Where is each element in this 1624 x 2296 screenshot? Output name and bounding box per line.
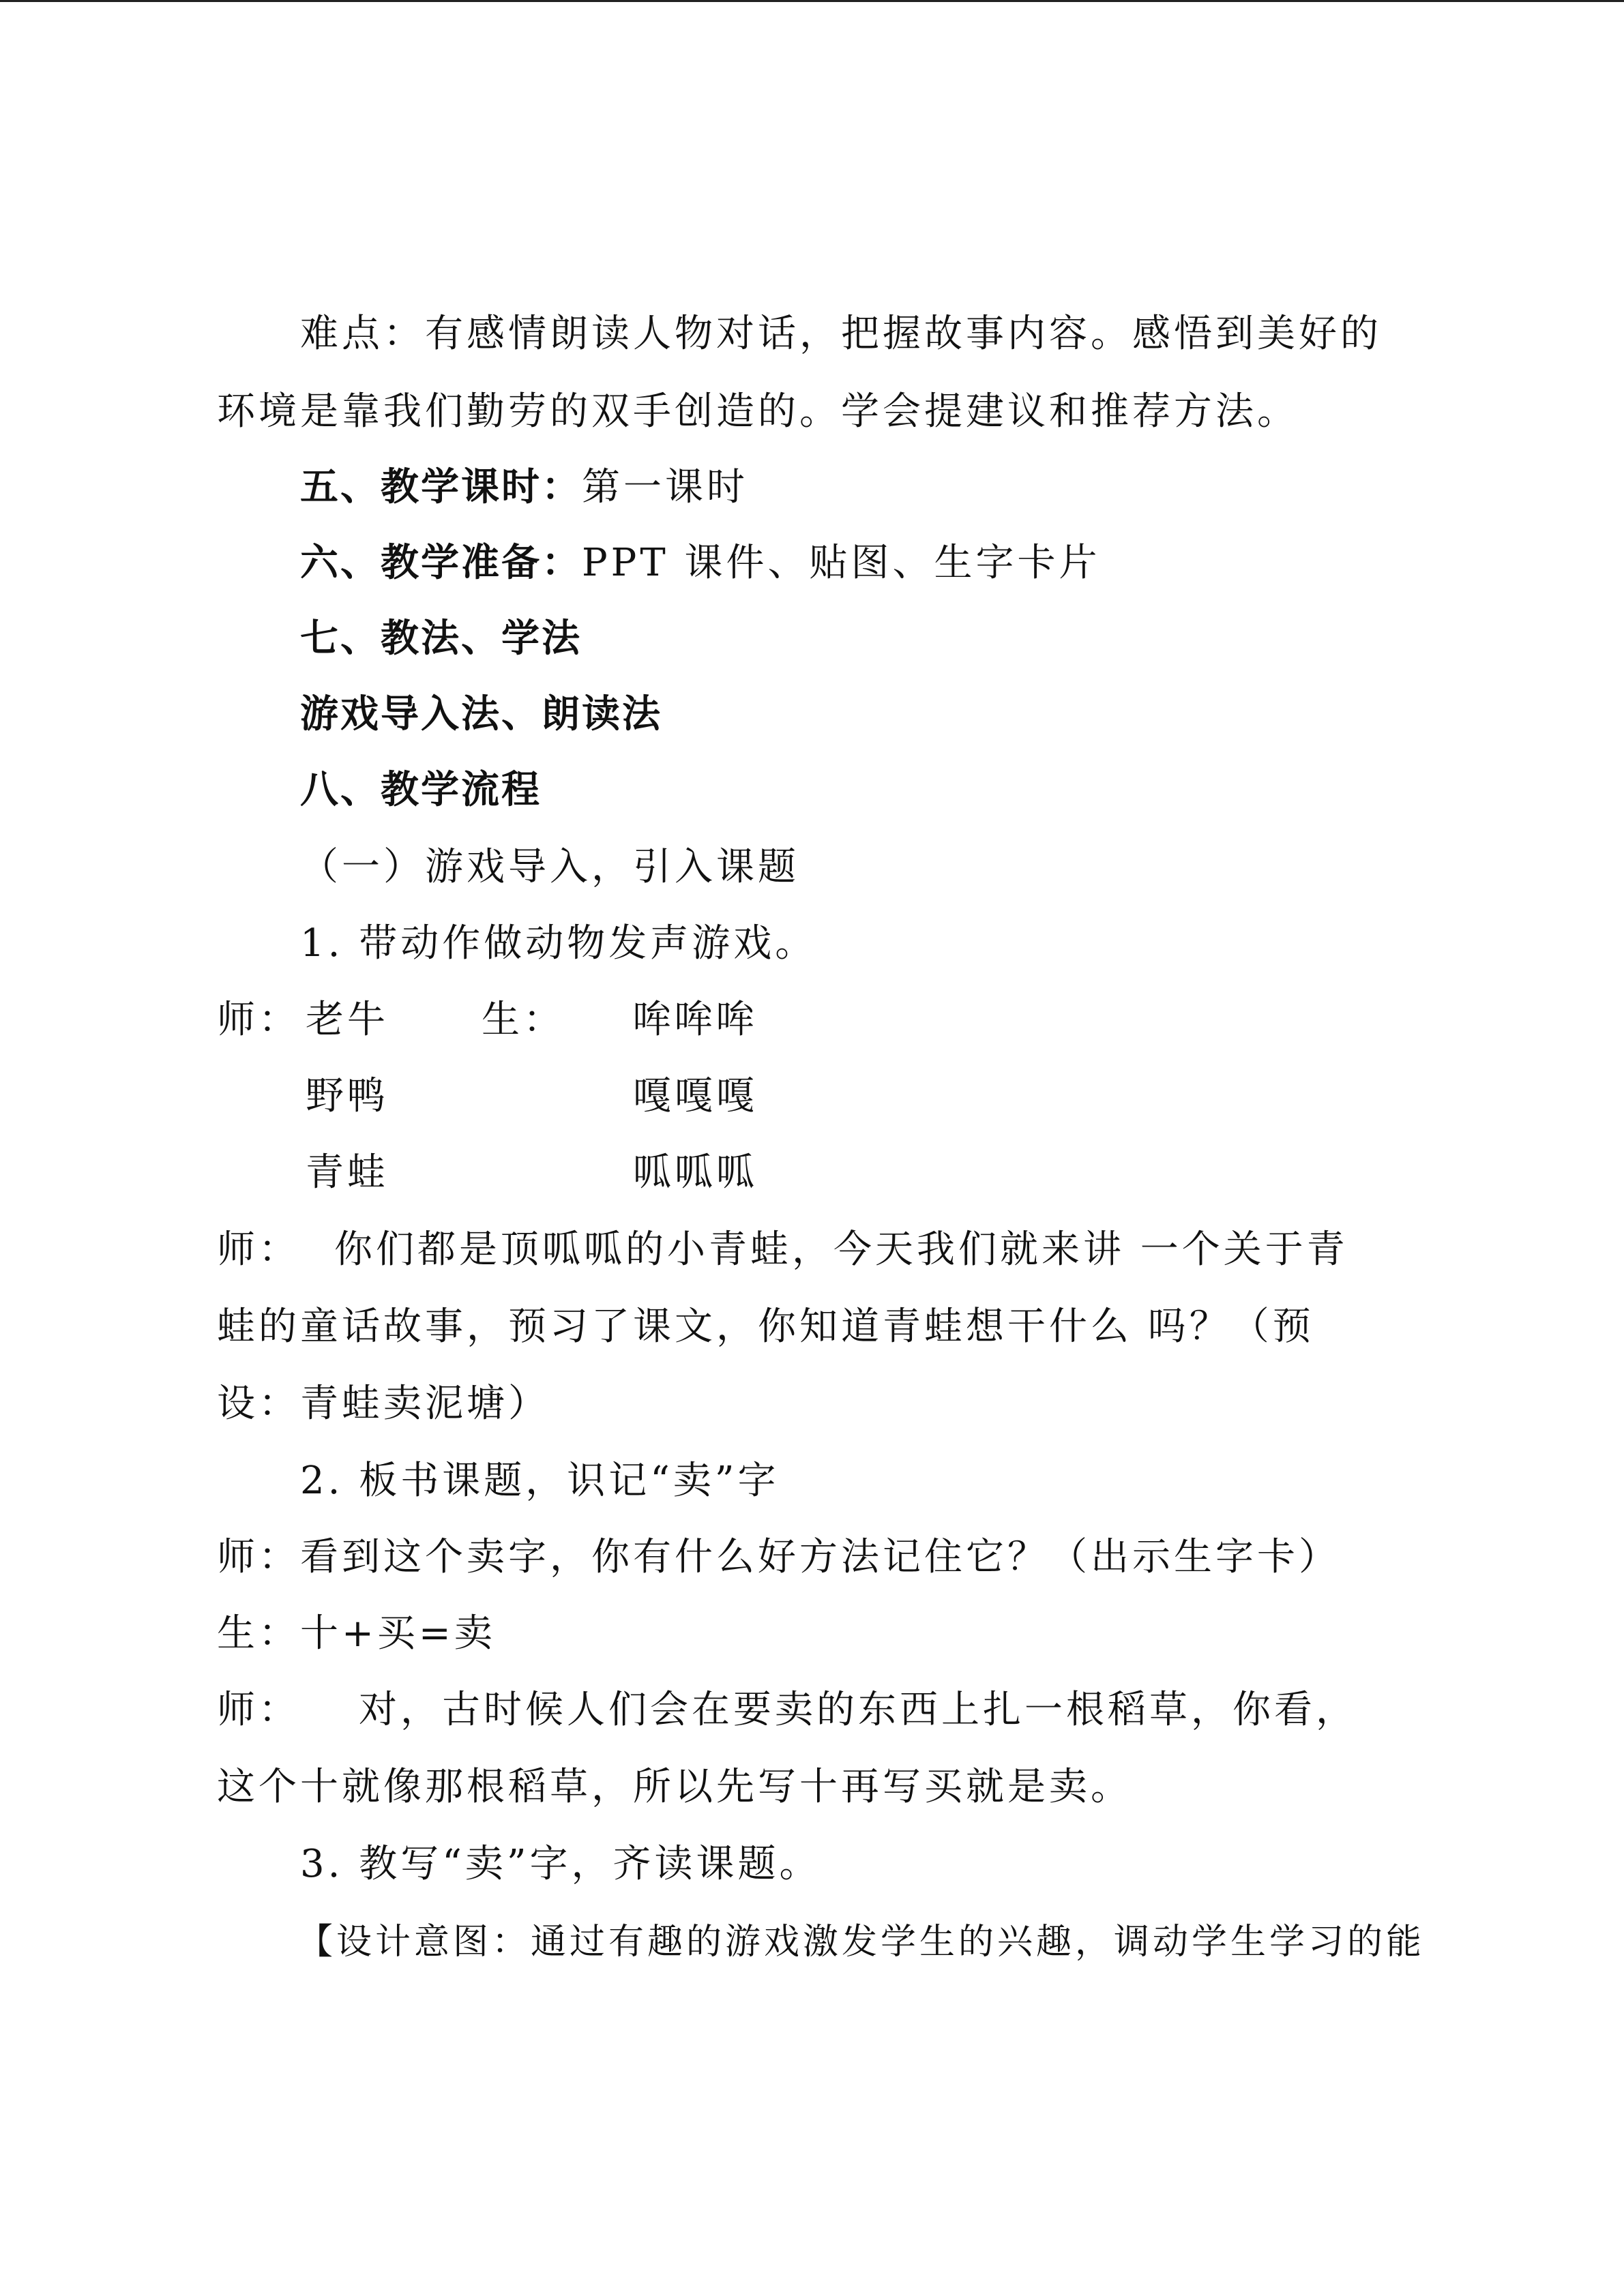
- teacher-say-1-line-3: 设：青蛙卖泥塘）: [217, 1382, 550, 1426]
- game-animal-1: 老牛: [306, 998, 389, 1042]
- step-2: 2. 板书课题，识记“卖”字: [300, 1459, 780, 1503]
- difficulty-line-1: 难点：有感情朗读人物对话，把握故事内容。感悟到美好的: [300, 312, 1382, 356]
- teacher-label-1: 师：: [217, 1227, 300, 1272]
- section-8-heading: 八、教学流程: [300, 768, 542, 812]
- section-5-line: [300, 464, 748, 511]
- teacher-say-3-line-1: 对，古时候人们会在要卖的东西上扎一根稻草，你看，: [359, 1688, 1357, 1732]
- step-1: 1. 带动作做动物发声游戏。: [300, 921, 817, 966]
- section-6-value: PPT 课件、贴图、生字卡片: [582, 541, 1101, 585]
- section-5-heading: 五、教学课时：: [300, 465, 582, 509]
- game-sound-1: 哞哞哞: [633, 998, 758, 1042]
- section-5-value: 第一课时: [582, 465, 748, 509]
- teacher-say-2: 师：看到这个卖字，你有什么好方法记住它？（出示生字卡）: [217, 1535, 1340, 1579]
- section-7-heading: 七、教法、学法: [300, 616, 582, 661]
- step-3: 3. 教写“卖”字，齐读课题。: [300, 1842, 821, 1886]
- part-1-title: （一）游戏导入，引入课题: [300, 845, 799, 889]
- game-sound-2: 嘎嘎嘎: [633, 1074, 758, 1118]
- section-6-line: [300, 539, 1101, 587]
- student-say: 生：十+买=卖: [217, 1611, 496, 1656]
- teacher-say-3-line-2: 这个十就像那根稻草，所以先写十再写买就是卖。: [217, 1765, 1132, 1809]
- section-7-methods: 游戏导入法、朗读法: [300, 692, 662, 736]
- game-animal-2: 野鸭: [306, 1074, 389, 1118]
- teacher-say-1-line-2: 蛙的童话故事，预习了课文，你知道青蛙想干什么 吗？（预: [217, 1304, 1314, 1349]
- difficulty-line-2: 环境是靠我们勤劳的双手创造的。学会提建议和推荐方法。: [217, 389, 1299, 434]
- game-sound-3: 呱呱呱: [633, 1150, 758, 1195]
- game-teacher-label: 师：: [217, 998, 300, 1042]
- game-student-label: 生：: [482, 998, 565, 1042]
- design-intent: 【设计意图：通过有趣的游戏激发学生的兴趣，调动学生学习的能: [297, 1922, 1426, 1963]
- section-6-heading: 六、教学准备：: [300, 541, 582, 585]
- teacher-label-3: 师：: [217, 1688, 300, 1732]
- game-animal-3: 青蛙: [306, 1150, 389, 1195]
- teacher-say-1-line-1: 你们都是顶呱呱的小青蛙，今天我们就来讲 一个关于青: [334, 1227, 1348, 1272]
